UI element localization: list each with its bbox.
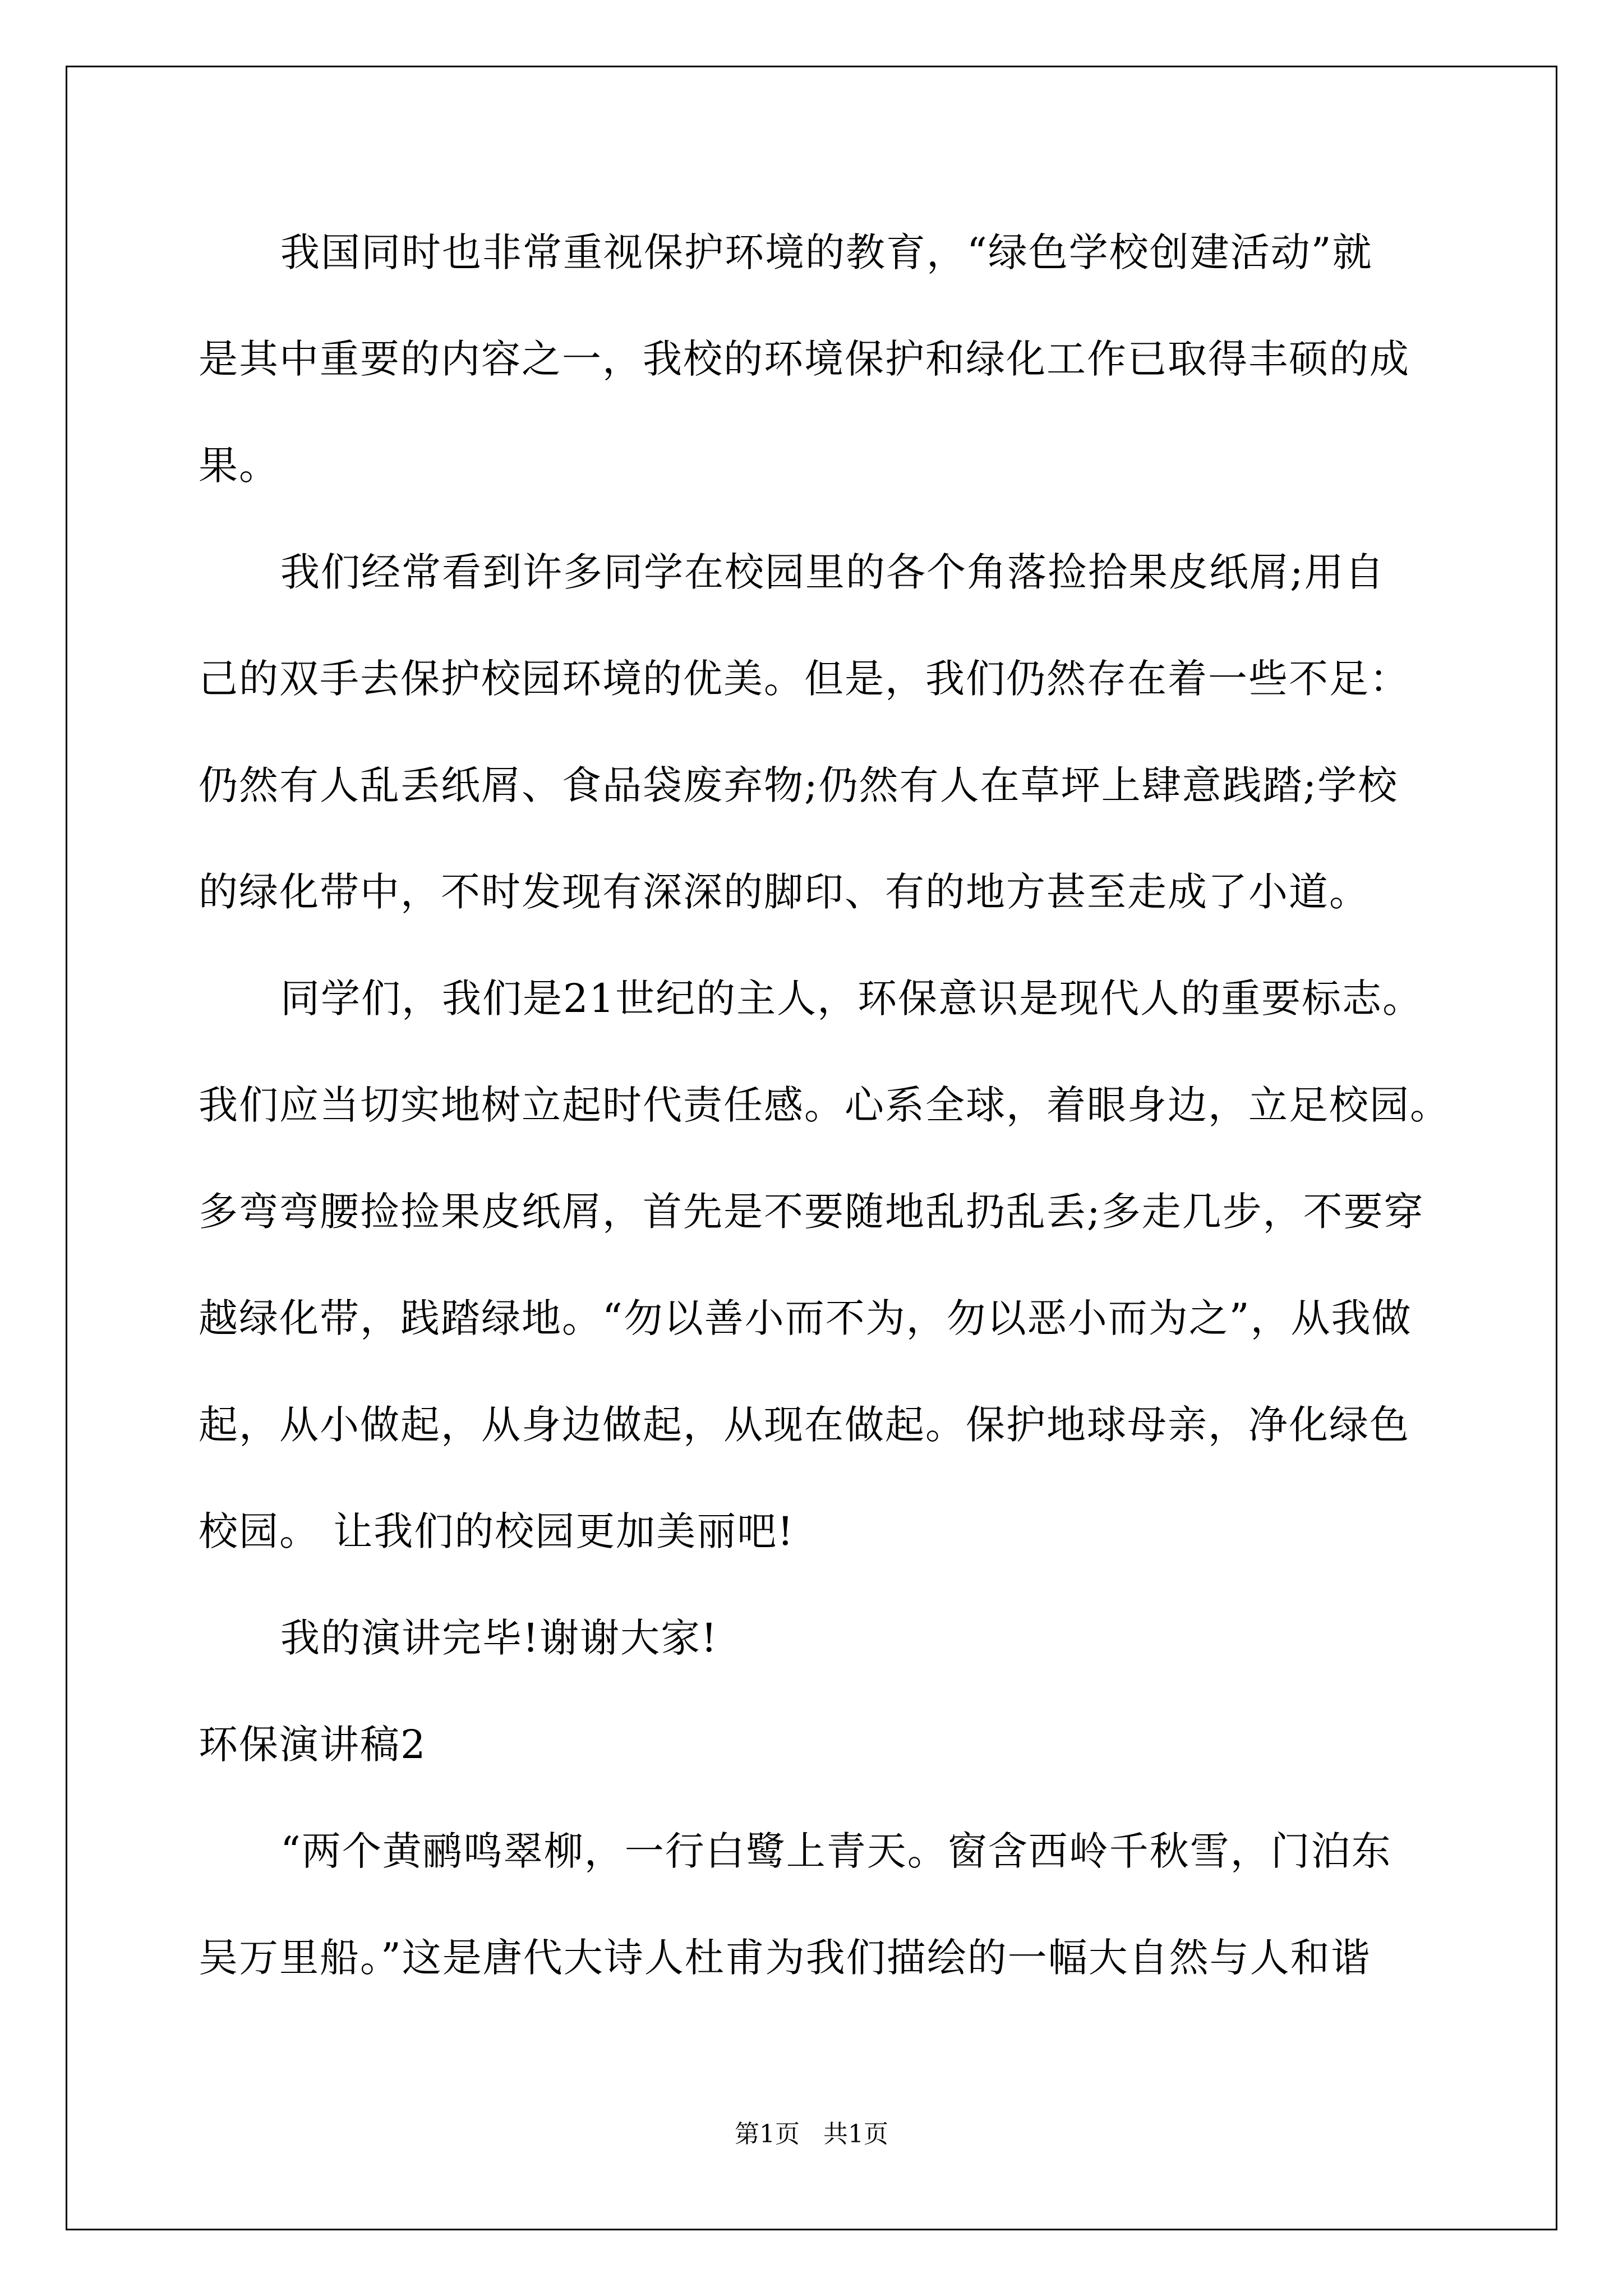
text-line: “两个黄鹂鸣翠柳，一行白鹭上青天。窗含西岭千秋雪，门泊东: [280, 1828, 1392, 1874]
text-line: 我的演讲完毕!谢谢大家!: [280, 1615, 718, 1661]
text-line: 己的双手去保护校园环境的优美。但是，我们仍然存在着一些不足：: [199, 656, 1410, 702]
text-line: 越绿化带，践踏绿地。“勿以善小而不为，勿以恶小而为之”，从我做: [199, 1295, 1412, 1341]
text-line: 起，从小做起，从身边做起，从现在做起。保护地球母亲，净化绿色: [199, 1402, 1410, 1448]
page-footer: 第1页 共1页: [735, 2120, 888, 2148]
text-line: 仍然有人乱丢纸屑、食品袋废弃物;仍然有人在草坪上肆意践踏;学校: [199, 762, 1399, 808]
text-line: 吴万里船。”这是唐代大诗人杜甫为我们描绘的一幅大自然与人和谐: [199, 1935, 1371, 1981]
text-line: 我们经常看到许多同学在校园里的各个角落捡拾果皮纸屑;用自: [280, 549, 1385, 595]
text-line: 校园。 让我们的校园更加美丽吧!: [199, 1508, 795, 1554]
text-line: 的绿化带中，不时发现有深深的脚印、有的地方甚至走成了小道。: [199, 869, 1370, 915]
text-line: 我国同时也非常重视保护环境的教育，“绿色学校创建活动”就: [280, 229, 1373, 275]
text-line: 是其中重要的内容之一，我校的环境保护和绿化工作已取得丰硕的成: [199, 336, 1410, 382]
text-line: 同学们，我们是21世纪的主人，环保意识是现代人的重要标志。: [280, 976, 1423, 1022]
section-heading: 环保演讲稿2: [199, 1722, 427, 1768]
page-border: [66, 66, 1557, 2230]
text-line: 我们应当切实地树立起时代责任感。心系全球，着眼身边，立足校园。: [199, 1082, 1450, 1128]
text-line: 多弯弯腰捡捡果皮纸屑，首先是不要随地乱扔乱丢;多走几步，不要穿: [199, 1189, 1424, 1235]
text-line: 果。: [199, 443, 279, 489]
